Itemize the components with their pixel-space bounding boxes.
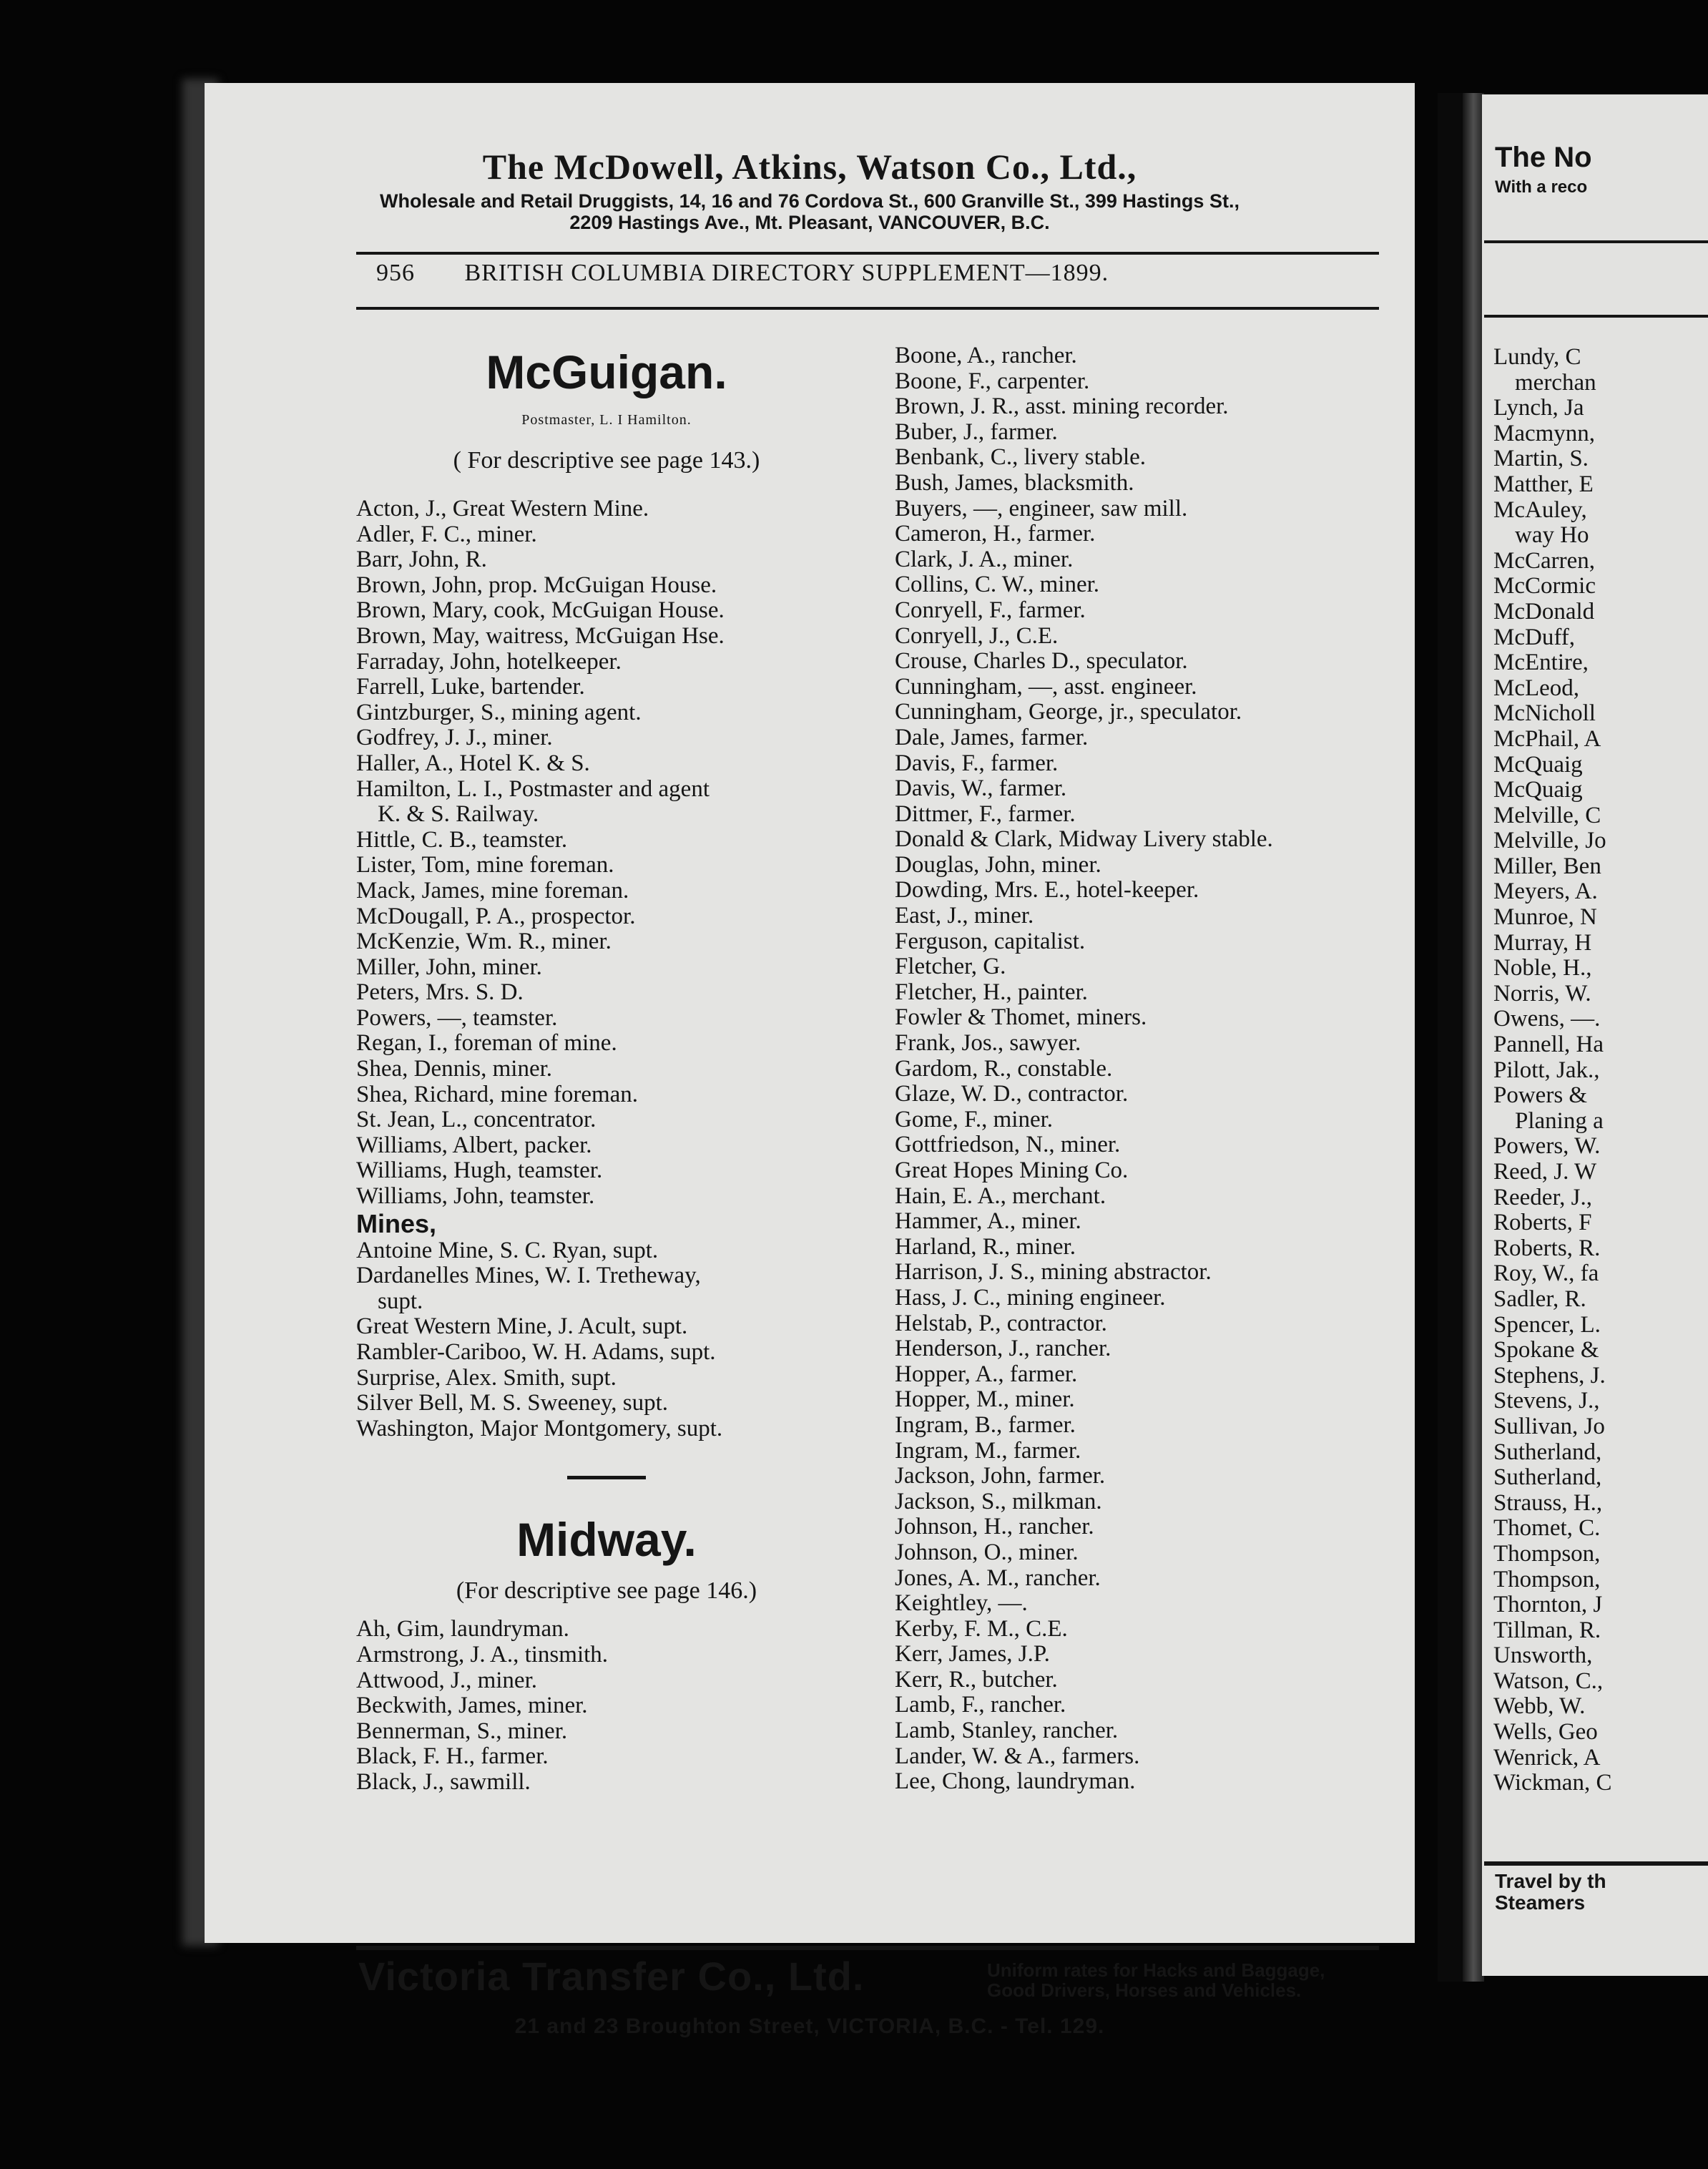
directory-entry: Stevens, J., <box>1493 1388 1600 1414</box>
directory-entry: Attwood, J., miner. <box>356 1667 537 1693</box>
directory-entry: St. Jean, L., concentrator. <box>356 1107 597 1133</box>
page-number: 956 <box>376 260 415 286</box>
directory-entry: Powers, —, teamster. <box>356 1004 558 1031</box>
directory-entry: McPhail, A <box>1493 725 1601 752</box>
directory-entry: Keightley, —. <box>895 1590 1028 1617</box>
directory-entry: Wenrick, A <box>1493 1744 1601 1771</box>
directory-entry: McCormic <box>1493 573 1596 599</box>
advertiser-subtitle-1: Wholesale and Retail Druggists, 14, 16 and 76 Cordova St., 600 Granville St., 399 Hastings St., <box>380 190 1240 212</box>
directory-entry: Munroe, N <box>1493 904 1597 931</box>
footer-rule <box>356 1946 1379 1950</box>
directory-entry: Fowler & Thomet, miners. <box>895 1004 1147 1031</box>
header-rule-top <box>356 252 1379 255</box>
directory-entry: Lundy, C <box>1493 344 1581 370</box>
directory-entry: Melville, C <box>1493 802 1601 828</box>
directory-entry: Fletcher, H., painter. <box>895 979 1088 1005</box>
directory-entry: Strauss, H., <box>1493 1489 1603 1516</box>
directory-entry: Wickman, C <box>1493 1770 1612 1796</box>
directory-entry: Acton, J., Great Western Mine. <box>356 496 649 522</box>
footer-tagline-1: Uniform rates for Hacks and Baggage, <box>987 1959 1325 1981</box>
directory-entry: Powers, W. <box>1493 1133 1601 1160</box>
directory-entry: Sutherland, <box>1493 1464 1602 1491</box>
directory-entry: Roy, W., fa <box>1493 1260 1599 1287</box>
directory-entry: Webb, W. <box>1493 1693 1586 1720</box>
directory-entry: Ferguson, capitalist. <box>895 928 1086 954</box>
directory-entry: Conryell, J., C.E. <box>895 622 1059 649</box>
midway-entries-left <box>356 1617 857 1795</box>
left-column <box>356 343 857 1796</box>
directory-entry: Macmynn, <box>1493 420 1596 446</box>
directory-entry: Hass, J. C., mining engineer. <box>895 1284 1166 1311</box>
directory-entry: Barr, John, R. <box>356 547 487 573</box>
directory-entry: Kerr, James, J.P. <box>895 1641 1050 1668</box>
directory-entry: McLeod, <box>1493 675 1580 701</box>
directory-entry: Owens, —. <box>1493 1006 1601 1032</box>
directory-entry: Dowding, Mrs. E., hotel-keeper. <box>895 877 1199 904</box>
directory-entry: Norris, W. <box>1493 980 1591 1007</box>
directory-entry: Miller, Ben <box>1493 853 1601 879</box>
directory-entry: Reeder, J., <box>1493 1184 1592 1210</box>
directory-entry: Powers & <box>1493 1082 1588 1109</box>
directory-entry: McQuaig <box>1493 777 1583 803</box>
directory-entry: Martin, S. <box>1493 446 1589 472</box>
directory-entry: Armstrong, J. A., tinsmith. <box>356 1641 609 1668</box>
mines-heading: Mines, <box>356 1208 437 1238</box>
directory-entry: McEntire, <box>1493 650 1589 676</box>
directory-entry: Godfrey, J. J., miner. <box>356 725 553 751</box>
directory-entry: Pannell, Ha <box>1493 1032 1604 1058</box>
directory-entry: Cunningham, George, jr., speculator. <box>895 699 1242 725</box>
directory-entry: Williams, Hugh, teamster. <box>356 1157 603 1184</box>
directory-entry: Great Western Mine, J. Acult, supt. <box>356 1313 688 1340</box>
directory-entry: Thornton, J <box>1493 1592 1603 1618</box>
directory-entry: Brown, Mary, cook, McGuigan House. <box>356 597 725 624</box>
directory-entry: Lamb, F., rancher. <box>895 1692 1066 1718</box>
directory-entry: Fletcher, G. <box>895 954 1006 980</box>
running-title: BRITISH COLUMBIA DIRECTORY SUPPLEMENT—1899. <box>464 260 1109 286</box>
directory-entry: Frank, Jos., sawyer. <box>895 1030 1081 1057</box>
directory-entry: supt. <box>378 1288 423 1314</box>
section-separator <box>567 1476 646 1479</box>
directory-entry: Kerr, R., butcher. <box>895 1666 1058 1693</box>
directory-entry: McKenzie, Wm. R., miner. <box>356 929 612 955</box>
directory-entry: Lamb, Stanley, rancher. <box>895 1718 1119 1744</box>
directory-entry: Cameron, H., farmer. <box>895 521 1096 547</box>
advertiser-title: The McDowell, Atkins, Watson Co., Ltd., <box>482 147 1137 187</box>
directory-entry: Roberts, F <box>1493 1210 1592 1236</box>
directory-entry: Haller, A., Hotel K. & S. <box>356 750 590 776</box>
directory-entry: McDougall, P. A., prospector. <box>356 903 636 929</box>
directory-entry: McCarren, <box>1493 547 1596 574</box>
directory-entry: Boone, F., carpenter. <box>895 368 1090 394</box>
directory-entry: Tillman, R. <box>1493 1617 1601 1643</box>
directory-entry: Reed, J. W <box>1493 1159 1597 1185</box>
directory-entry: Johnson, O., miner. <box>895 1539 1079 1565</box>
directory-entry: Roberts, R. <box>1493 1235 1601 1261</box>
adjacent-header-rule <box>1484 240 1708 243</box>
adjacent-footer-2: Steamers <box>1495 1891 1586 1914</box>
directory-entry: Donald & Clark, Midway Livery stable. <box>895 826 1273 853</box>
directory-entry: Dale, James, farmer. <box>895 724 1089 750</box>
directory-entry: Melville, Jo <box>1493 828 1606 854</box>
directory-entry: Rambler-Cariboo, W. H. Adams, supt. <box>356 1339 716 1365</box>
directory-entry: Peters, Mrs. S. D. <box>356 979 524 1006</box>
directory-entry: Harrison, J. S., mining abstractor. <box>895 1259 1212 1286</box>
directory-entry: Pilott, Jak., <box>1493 1057 1600 1083</box>
directory-entry: Hain, E. A., merchant. <box>895 1183 1106 1209</box>
directory-entry: Thompson, <box>1493 1540 1601 1567</box>
directory-entry: Antoine Mine, S. C. Ryan, supt. <box>356 1237 659 1263</box>
adjacent-page-subtitle: With a reco <box>1495 177 1588 197</box>
adjacent-header-rule-2 <box>1484 315 1708 318</box>
adjacent-footer-rule <box>1484 1861 1708 1866</box>
directory-entry: Buber, J., farmer. <box>895 418 1058 445</box>
directory-entry: Brown, J. R., asst. mining recorder. <box>895 393 1229 420</box>
directory-entry: Glaze, W. D., contractor. <box>895 1081 1129 1107</box>
directory-entry: Shea, Dennis, miner. <box>356 1056 553 1082</box>
directory-entry: Henderson, J., rancher. <box>895 1336 1111 1362</box>
directory-entry: Thomet, C. <box>1493 1515 1601 1542</box>
directory-entry: Gome, F., miner. <box>895 1106 1054 1132</box>
town-heading-mcguigan: McGuigan. <box>486 346 727 398</box>
directory-entry: Beckwith, James, miner. <box>356 1693 588 1719</box>
descriptive-reference-mcguigan: ( For descriptive see page 143.) <box>453 447 760 474</box>
footer-company-name: Victoria Transfer Co., Ltd. <box>358 1954 865 1999</box>
directory-entry: Spokane & <box>1493 1337 1599 1363</box>
directory-entry: Miller, John, miner. <box>356 954 542 980</box>
directory-entry: Harland, R., miner. <box>895 1233 1076 1260</box>
directory-entry: Bush, James, blacksmith. <box>895 469 1134 496</box>
directory-entry: Spencer, L. <box>1493 1311 1601 1338</box>
directory-entry: Adler, F. C., miner. <box>356 521 537 547</box>
footer-address: 21 and 23 Broughton Street, VICTORIA, B.C. - Tel. 129. <box>514 2014 1105 2038</box>
directory-entry: Jackson, John, farmer. <box>895 1463 1106 1489</box>
directory-entry: McAuley, <box>1493 496 1587 523</box>
directory-entry: Dardanelles Mines, W. I. Tretheway, <box>356 1263 701 1289</box>
right-column <box>895 343 1395 1795</box>
directory-entry: Jones, A. M., rancher. <box>895 1565 1101 1591</box>
directory-page <box>205 83 1415 2038</box>
directory-entry: way Ho <box>1515 522 1589 549</box>
directory-entry: K. & S. Railway. <box>378 801 539 828</box>
directory-entry: Jackson, S., milkman. <box>895 1488 1102 1514</box>
directory-entry: Planing a <box>1515 1107 1604 1134</box>
directory-entry: Ingram, M., farmer. <box>895 1437 1081 1464</box>
directory-entry: McNicholl <box>1493 700 1596 727</box>
directory-entry: Unsworth, <box>1493 1642 1593 1669</box>
directory-entry: Gintzburger, S., mining agent. <box>356 699 642 725</box>
directory-entry: Crouse, Charles D., speculator. <box>895 648 1188 675</box>
directory-entry: Bennerman, S., miner. <box>356 1718 568 1744</box>
directory-entry: Meyers, A. <box>1493 878 1598 905</box>
directory-entry: Regan, I., foreman of mine. <box>356 1030 617 1057</box>
directory-entry: Gardom, R., constable. <box>895 1055 1113 1082</box>
directory-entry: Hamilton, L. I., Postmaster and agent <box>356 775 710 802</box>
directory-entry: Silver Bell, M. S. Sweeney, supt. <box>356 1390 669 1416</box>
directory-entry: McDuff, <box>1493 624 1575 650</box>
directory-entry: Douglas, John, miner. <box>895 851 1101 878</box>
directory-entry: Helstab, P., contractor. <box>895 1310 1107 1336</box>
running-head <box>376 260 1109 287</box>
mcguigan-entries <box>356 496 857 1210</box>
binding-edge <box>1463 93 1484 1982</box>
directory-entry: Sutherland, <box>1493 1439 1602 1465</box>
directory-entry: Mack, James, mine foreman. <box>356 877 629 904</box>
directory-entry: Conryell, F., farmer. <box>895 597 1086 623</box>
directory-entry: Johnson, H., rancher. <box>895 1514 1094 1540</box>
directory-entry: Benbank, C., livery stable. <box>895 444 1147 471</box>
advertiser-subtitle-2: 2209 Hastings Ave., Mt. Pleasant, VANCOUVER, B.C. <box>569 212 1050 233</box>
adjacent-footer-1: Travel by th <box>1495 1870 1606 1892</box>
directory-entry: Gottfriedson, N., miner. <box>895 1132 1121 1158</box>
directory-entry: Matther, E <box>1493 471 1594 497</box>
directory-entry: Dittmer, F., farmer. <box>895 800 1076 827</box>
midway-entries-right <box>895 343 1395 1795</box>
directory-entry: Watson, C., <box>1493 1668 1604 1694</box>
adjacent-page-entries <box>1493 345 1611 1796</box>
directory-entry: Lee, Chong, laundryman. <box>895 1768 1136 1795</box>
directory-entry: Wells, Geo <box>1493 1719 1598 1746</box>
directory-entry: Hopper, M., miner. <box>895 1386 1075 1413</box>
directory-entry: Lynch, Ja <box>1493 395 1584 421</box>
directory-entry: Boone, A., rancher. <box>895 343 1077 368</box>
directory-entry: Great Hopes Mining Co. <box>895 1157 1129 1183</box>
directory-entry: Davis, F., farmer. <box>895 750 1059 776</box>
directory-entry: Shea, Richard, mine foreman. <box>356 1081 639 1107</box>
directory-entry: Hittle, C. B., teamster. <box>356 826 568 853</box>
directory-entry: Lander, W. & A., farmers. <box>895 1743 1140 1769</box>
header-rule-bottom <box>356 307 1379 310</box>
directory-entry: Stephens, J. <box>1493 1362 1606 1389</box>
town-heading-midway: Midway. <box>516 1513 697 1567</box>
descriptive-reference-midway: (For descriptive see page 146.) <box>456 1577 757 1605</box>
directory-entry: Farraday, John, hotelkeeper. <box>356 648 622 675</box>
directory-entry: Sullivan, Jo <box>1493 1413 1605 1439</box>
directory-entry: merchan <box>1515 369 1596 396</box>
directory-entry: Kerby, F. M., C.E. <box>895 1615 1068 1642</box>
directory-entry: Clark, J. A., miner. <box>895 546 1074 572</box>
directory-entry: Buyers, —, engineer, saw mill. <box>895 495 1188 522</box>
directory-entry: Farrell, Luke, bartender. <box>356 674 585 700</box>
postmaster-note: Postmaster, L. I Hamilton. <box>521 412 692 428</box>
directory-entry: Sadler, R. <box>1493 1286 1586 1312</box>
directory-entry: Black, F. H., farmer. <box>356 1743 549 1770</box>
directory-entry: Black, J., sawmill. <box>356 1768 531 1795</box>
directory-entry: East, J., miner. <box>895 903 1034 929</box>
directory-entry: Williams, Albert, packer. <box>356 1132 592 1158</box>
directory-entry: Thompson, <box>1493 1566 1601 1592</box>
adjacent-page-title: The No <box>1495 142 1592 173</box>
directory-entry: Noble, H., <box>1493 955 1592 981</box>
directory-entry: Cunningham, —, asst. engineer. <box>895 673 1197 700</box>
directory-entry: McDonald <box>1493 598 1595 625</box>
directory-entry: Brown, May, waitress, McGuigan Hse. <box>356 622 725 649</box>
footer-tagline-2: Good Drivers, Horses and Vehicles. <box>987 1979 1302 2001</box>
directory-entry: Williams, John, teamster. <box>356 1183 595 1210</box>
directory-entry: Lister, Tom, mine foreman. <box>356 852 614 878</box>
directory-entry: Collins, C. W., miner. <box>895 572 1100 598</box>
mines-list <box>356 1238 857 1442</box>
directory-entry: McQuaig <box>1493 751 1583 778</box>
directory-entry: Ah, Gim, laundryman. <box>356 1616 569 1642</box>
directory-entry: Ingram, B., farmer. <box>895 1411 1076 1438</box>
directory-entry: Hammer, A., miner. <box>895 1208 1081 1235</box>
directory-entry: Brown, John, prop. McGuigan House. <box>356 572 717 598</box>
directory-entry: Murray, H <box>1493 929 1592 956</box>
directory-entry: Washington, Major Montgomery, supt. <box>356 1415 723 1441</box>
directory-entry: Hopper, A., farmer. <box>895 1361 1078 1387</box>
directory-entry: Surprise, Alex. Smith, supt. <box>356 1364 617 1391</box>
directory-entry: Davis, W., farmer. <box>895 775 1067 802</box>
